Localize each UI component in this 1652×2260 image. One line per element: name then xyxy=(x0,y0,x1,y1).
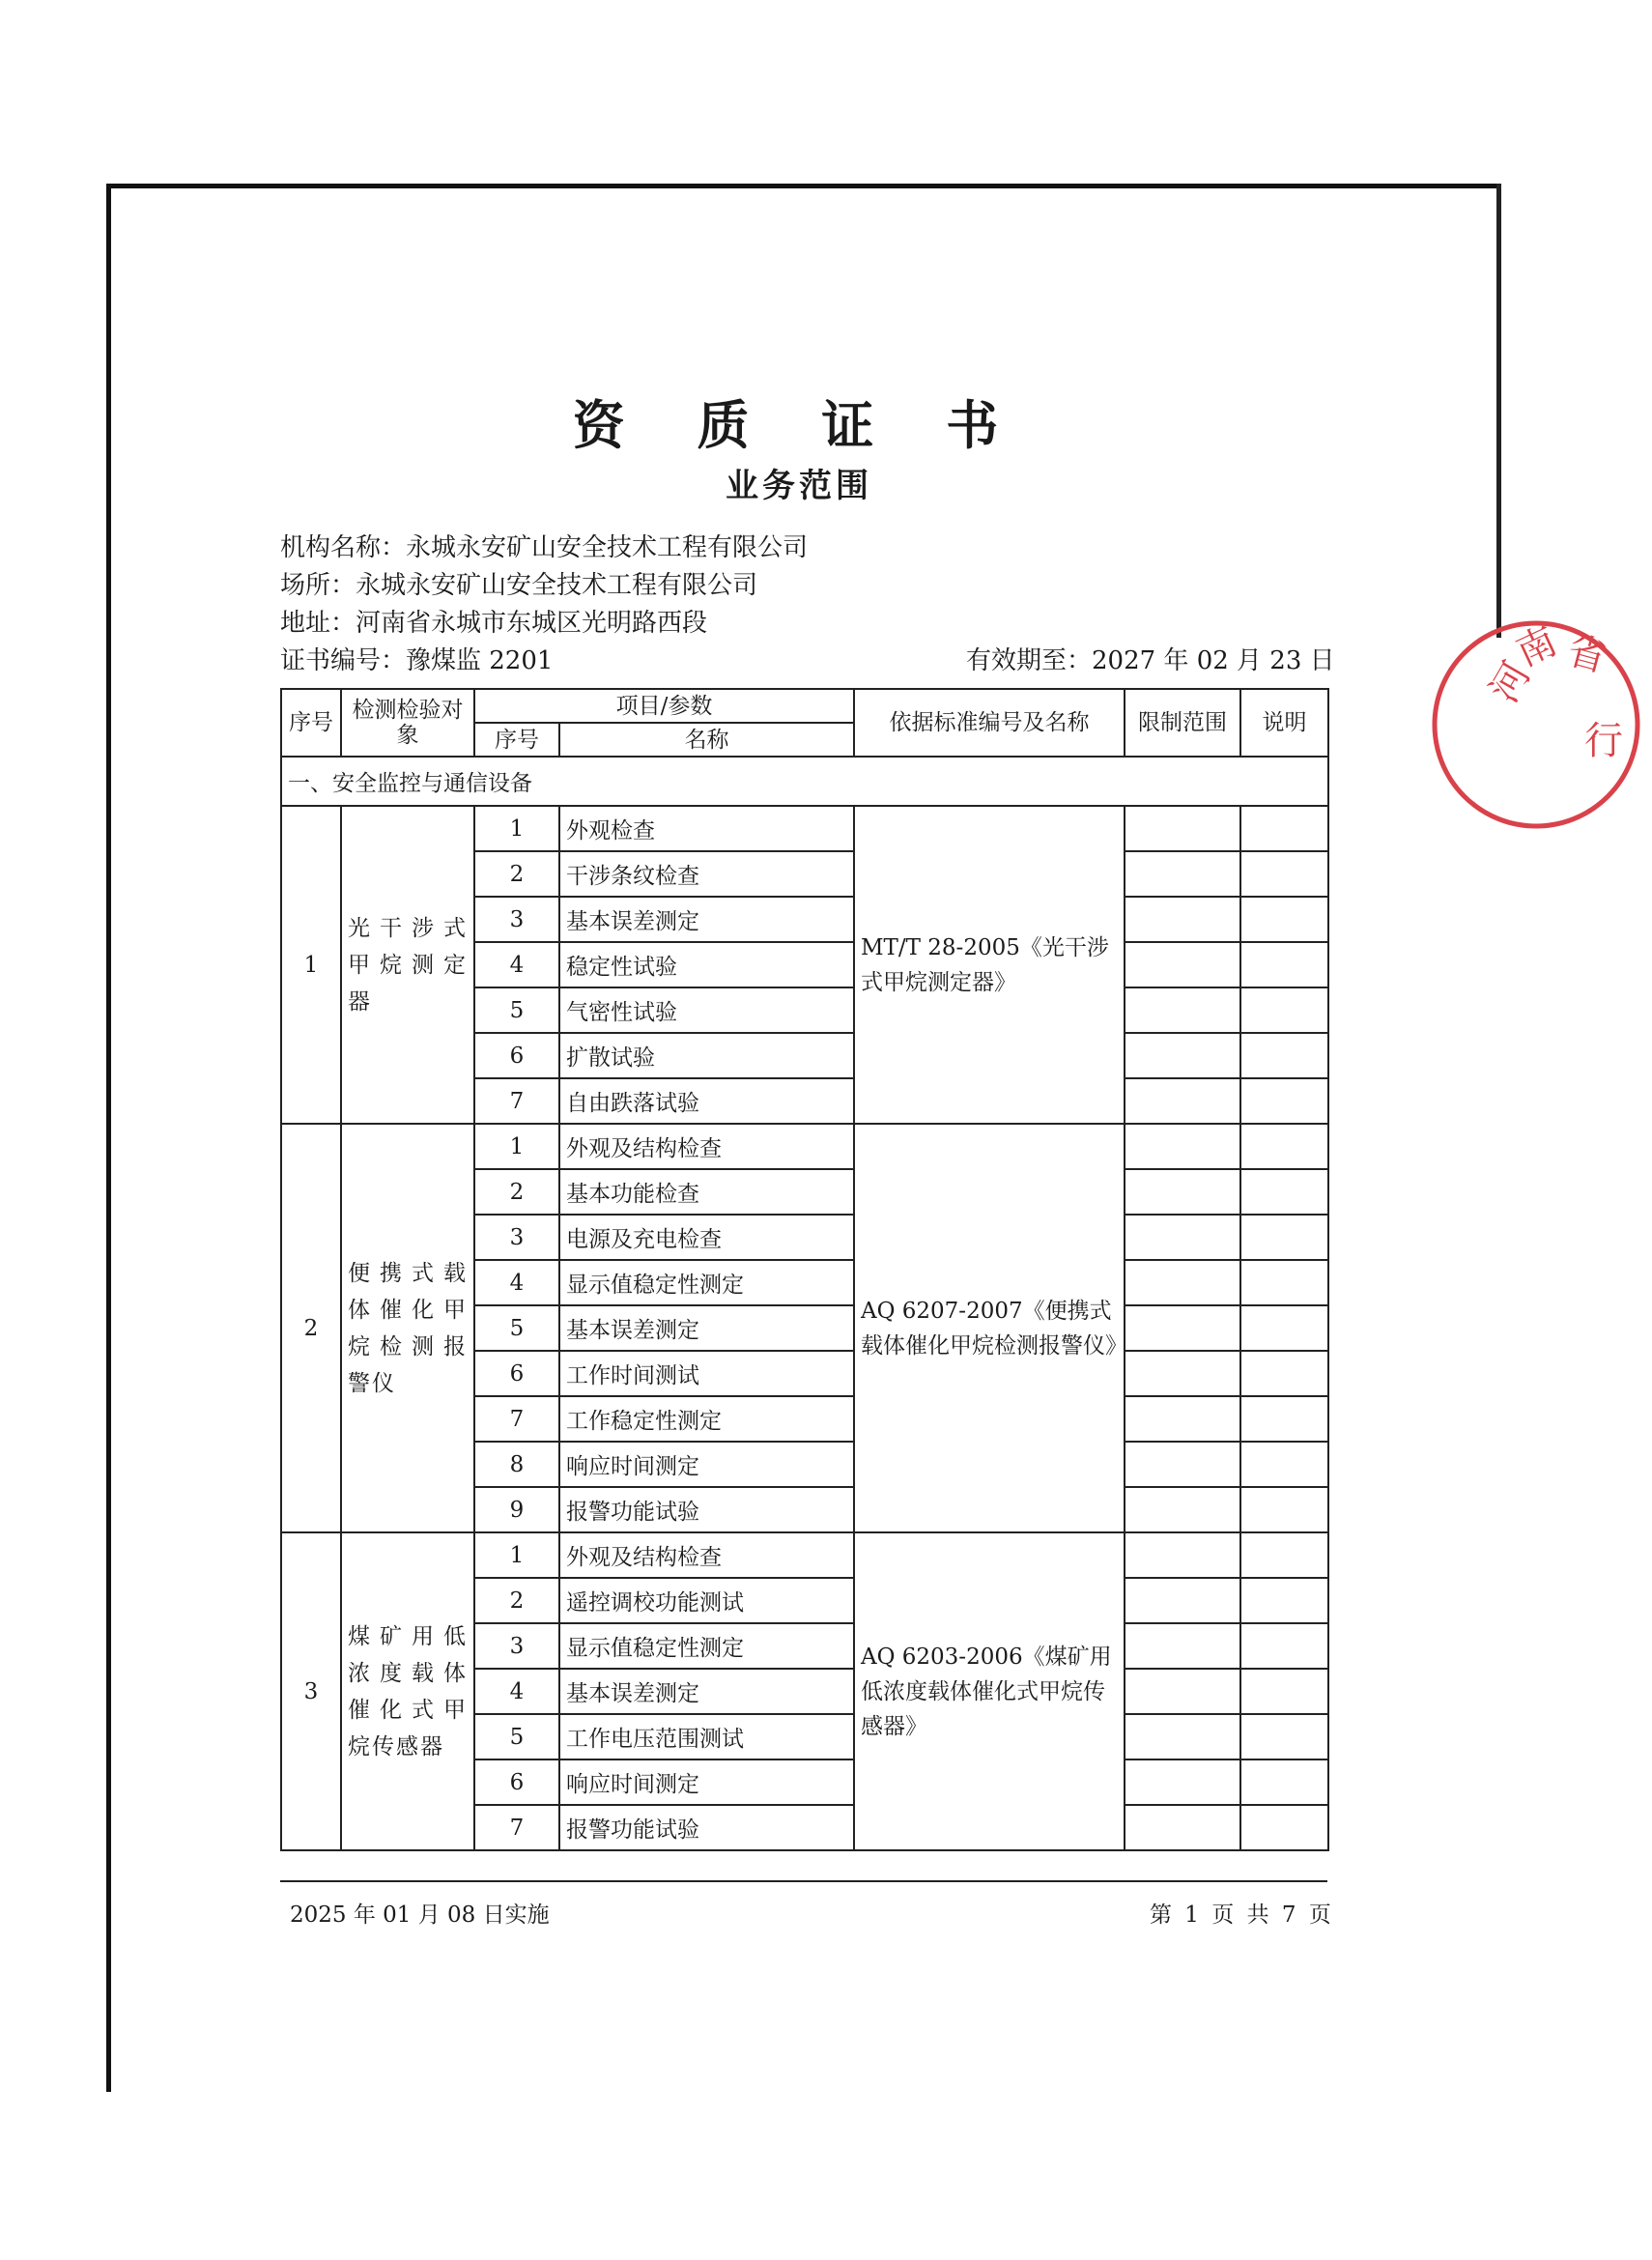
limit-cell xyxy=(1125,942,1240,987)
official-seal xyxy=(1420,609,1652,841)
item-number: 6 xyxy=(474,1351,559,1396)
header-standard: 依据标准编号及名称 xyxy=(854,689,1125,757)
item-number: 6 xyxy=(474,1759,559,1805)
group-number: 1 xyxy=(281,806,341,1124)
limit-cell xyxy=(1125,1578,1240,1623)
note-cell xyxy=(1240,1124,1328,1169)
table-row xyxy=(281,1532,1328,1578)
item-name: 外观及结构检查 xyxy=(559,1124,854,1169)
note-cell xyxy=(1240,1078,1328,1124)
item-number: 2 xyxy=(474,1578,559,1623)
limit-cell xyxy=(1125,1759,1240,1805)
header-project: 项目/参数 xyxy=(474,689,854,723)
item-number: 7 xyxy=(474,1396,559,1442)
test-object: 便携式载体催化甲烷检测报警仪 xyxy=(341,1124,474,1532)
org-name: 机构名称：永城永安矿山安全技术工程有限公司 xyxy=(280,533,809,562)
item-number: 1 xyxy=(474,806,559,851)
header-limit: 限制范围 xyxy=(1125,689,1240,757)
item-name: 自由跌落试验 xyxy=(559,1078,854,1124)
standard-reference: AQ 6203-2006《煤矿用低浓度载体催化式甲烷传感器》 xyxy=(854,1532,1125,1850)
item-name: 遥控调校功能测试 xyxy=(559,1578,854,1623)
test-object: 煤矿用低浓度载体催化式甲烷传感器 xyxy=(341,1532,474,1850)
item-name: 外观及结构检查 xyxy=(559,1532,854,1578)
item-name: 稳定性试验 xyxy=(559,942,854,987)
item-name: 基本误差测定 xyxy=(559,1305,854,1351)
limit-cell xyxy=(1125,1714,1240,1759)
group-number: 2 xyxy=(281,1124,341,1532)
valid-until: 有效期至：2027 年 02 月 23 日 xyxy=(966,646,1335,675)
site-name: 场所：永城永安矿山安全技术工程有限公司 xyxy=(280,571,758,600)
item-number: 7 xyxy=(474,1805,559,1850)
svg-text:南: 南 xyxy=(1509,618,1564,676)
note-cell xyxy=(1240,1487,1328,1532)
limit-cell xyxy=(1125,897,1240,942)
item-number: 4 xyxy=(474,942,559,987)
scope-table xyxy=(280,688,1329,1851)
note-cell xyxy=(1240,1578,1328,1623)
note-cell xyxy=(1240,897,1328,942)
note-cell xyxy=(1240,987,1328,1033)
svg-text:省: 省 xyxy=(1562,628,1611,682)
note-cell xyxy=(1240,942,1328,987)
limit-cell xyxy=(1125,806,1240,851)
header-note: 说明 xyxy=(1240,689,1328,757)
item-number: 6 xyxy=(474,1033,559,1078)
limit-cell xyxy=(1125,1442,1240,1487)
item-name: 响应时间测定 xyxy=(559,1442,854,1487)
item-name: 基本功能检查 xyxy=(559,1169,854,1215)
item-number: 4 xyxy=(474,1260,559,1305)
note-cell xyxy=(1240,1532,1328,1578)
item-name: 工作时间测试 xyxy=(559,1351,854,1396)
limit-cell xyxy=(1125,1169,1240,1215)
limit-cell xyxy=(1125,1487,1240,1532)
header-object: 检测检验对象 xyxy=(341,689,474,757)
note-cell xyxy=(1240,1396,1328,1442)
item-number: 1 xyxy=(474,1532,559,1578)
item-number: 2 xyxy=(474,1169,559,1215)
note-cell xyxy=(1240,1442,1328,1487)
limit-cell xyxy=(1125,1532,1240,1578)
item-name: 报警功能试验 xyxy=(559,1805,854,1850)
scan-edge-top xyxy=(106,184,1501,188)
header-seq: 序号 xyxy=(281,689,341,757)
svg-text:行: 行 xyxy=(1584,719,1623,763)
item-name: 显示值稳定性测定 xyxy=(559,1623,854,1669)
limit-cell xyxy=(1125,1396,1240,1442)
svg-text:河: 河 xyxy=(1481,654,1540,710)
group-number: 3 xyxy=(281,1532,341,1850)
table-row xyxy=(281,1124,1328,1169)
cert-number: 证书编号：豫煤监 2201 xyxy=(280,646,554,675)
item-number: 2 xyxy=(474,851,559,897)
item-name: 基本误差测定 xyxy=(559,897,854,942)
note-cell xyxy=(1240,851,1328,897)
item-number: 7 xyxy=(474,1078,559,1124)
limit-cell xyxy=(1125,1260,1240,1305)
limit-cell xyxy=(1125,987,1240,1033)
item-number: 5 xyxy=(474,1714,559,1759)
item-number: 5 xyxy=(474,1305,559,1351)
item-number: 9 xyxy=(474,1487,559,1532)
standard-reference: AQ 6207-2007《便携式载体催化甲烷检测报警仪》 xyxy=(854,1124,1125,1532)
limit-cell xyxy=(1125,1305,1240,1351)
item-name: 工作电压范围测试 xyxy=(559,1714,854,1759)
item-number: 5 xyxy=(474,987,559,1033)
limit-cell xyxy=(1125,1669,1240,1714)
item-number: 4 xyxy=(474,1669,559,1714)
table-row xyxy=(281,806,1328,851)
note-cell xyxy=(1240,1623,1328,1669)
item-name: 基本误差测定 xyxy=(559,1669,854,1714)
note-cell xyxy=(1240,1759,1328,1805)
note-cell xyxy=(1240,1805,1328,1850)
limit-cell xyxy=(1125,1124,1240,1169)
limit-cell xyxy=(1125,1215,1240,1260)
note-cell xyxy=(1240,1169,1328,1215)
note-cell xyxy=(1240,1714,1328,1759)
effective-date: 2025 年 01 月 08 日实施 xyxy=(290,1902,550,1928)
item-name: 显示值稳定性测定 xyxy=(559,1260,854,1305)
item-name: 报警功能试验 xyxy=(559,1487,854,1532)
item-number: 3 xyxy=(474,1215,559,1260)
item-number: 3 xyxy=(474,897,559,942)
standard-reference: MT/T 28-2005《光干涉式甲烷测定器》 xyxy=(854,806,1125,1124)
note-cell xyxy=(1240,1260,1328,1305)
note-cell xyxy=(1240,1305,1328,1351)
page-number: 第 1 页 共 7 页 xyxy=(1150,1902,1331,1928)
limit-cell xyxy=(1125,1623,1240,1669)
item-number: 1 xyxy=(474,1124,559,1169)
item-number: 3 xyxy=(474,1623,559,1669)
header-name: 名称 xyxy=(559,723,854,757)
limit-cell xyxy=(1125,1805,1240,1850)
limit-cell xyxy=(1125,1078,1240,1124)
item-name: 响应时间测定 xyxy=(559,1759,854,1805)
note-cell xyxy=(1240,1351,1328,1396)
note-cell xyxy=(1240,1215,1328,1260)
limit-cell xyxy=(1125,1033,1240,1078)
document-subtitle: 业务范围 xyxy=(726,467,872,505)
limit-cell xyxy=(1125,851,1240,897)
address: 地址：河南省永城市东城区光明路西段 xyxy=(280,609,708,638)
note-cell xyxy=(1240,806,1328,851)
footer-divider xyxy=(280,1880,1327,1882)
section-title: 一、安全监控与通信设备 xyxy=(281,757,1328,806)
note-cell xyxy=(1240,1033,1328,1078)
item-name: 气密性试验 xyxy=(559,987,854,1033)
note-cell xyxy=(1240,1669,1328,1714)
item-name: 干涉条纹检查 xyxy=(559,851,854,897)
item-name: 电源及充电检查 xyxy=(559,1215,854,1260)
item-number: 8 xyxy=(474,1442,559,1487)
item-name: 工作稳定性测定 xyxy=(559,1396,854,1442)
test-object: 光干涉式甲烷测定器 xyxy=(341,806,474,1124)
item-name: 扩散试验 xyxy=(559,1033,854,1078)
document-title: 资 质 证 书 xyxy=(572,394,1026,456)
item-name: 外观检查 xyxy=(559,806,854,851)
limit-cell xyxy=(1125,1351,1240,1396)
header-sub-seq: 序号 xyxy=(474,723,559,757)
